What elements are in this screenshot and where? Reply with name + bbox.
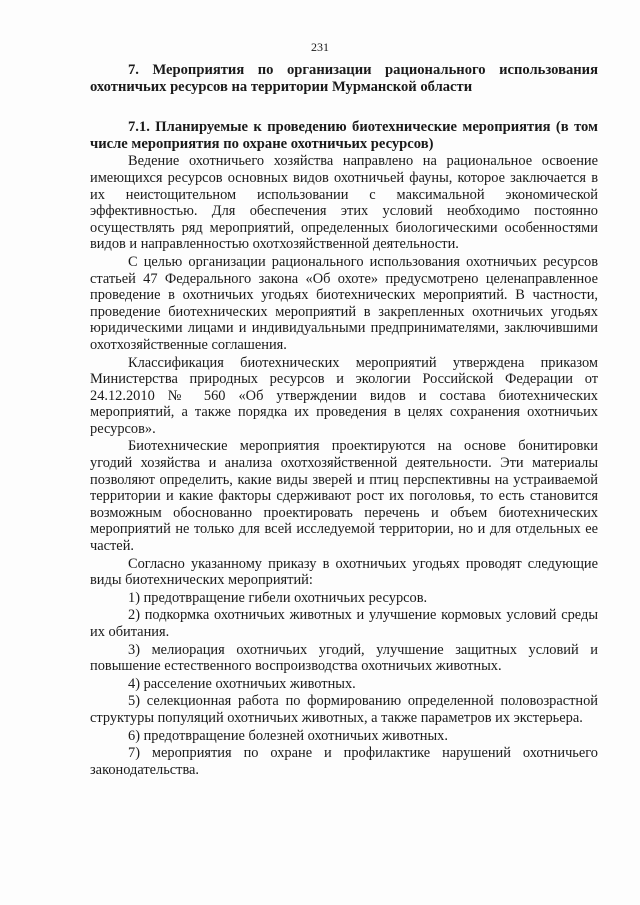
list-item: 4) расселение охотничьих животных. (128, 675, 356, 692)
list-item: 5) селекционная работа по формированию определенной половозрастной структуры популяций охотничьих животных, а также параметров их экстерьера. (90, 693, 598, 726)
document-body (90, 62, 598, 779)
list-item: 2) подкормка охотничьих животных и улучшение кормовых условий среды их обитания. (90, 607, 598, 640)
paragraph: С целью организации рационального использования охотничьих ресурсов статьей 47 Федерального закона «Об охоте» предусмотрено целенаправленное проведение в охотничьих угодьях биотехнических мероприятий. В частности, проведение биотехнических мероприятий в закрепленных охотничьих угодьях юридическими лицами и индивидуальными предпринимателями, заключившими охотхозяйственные соглашения. (90, 253, 598, 353)
paragraph: Ведение охотничьего хозяйства направлено на рациональное освоение имеющихся ресурсов основных видов охотничьей фауны, которое заключается в их неистощительном использовании с максимальной экономической эффективностью. Для обеспечения этих условий необходимо постоянно осуществлять ряд мероприятий, определенных биологическими особенностями видов и направленностью охотхозяйственной деятельности. (90, 153, 598, 253)
paragraph: Согласно указанному приказу в охотничьих угодьях проводят следующие виды биотехнических мероприятий: (90, 555, 598, 589)
list-item: 6) предотвращение болезней охотничьих животных. (128, 727, 448, 744)
paragraph: Биотехнические мероприятия проектируются на основе бонитировки угодий хозяйства и анализа охотхозяйственной деятельности. Эти материалы позволяют определить, какие виды зверей и птиц перспективны на устраиваемой территории и какие факторы сдерживают рост их поголовья, то есть становится возможным обоснованно проектировать перечень и объем биотехнических мероприятий не только для всей исследуемой территории, но и для отдельных ее частей. (90, 438, 598, 555)
subsection-title: 7.1. Планируемые к проведению биотехнические мероприятия (в том числе мероприятия по охране охотничьих ресурсов) (90, 119, 598, 152)
page-number: 231 (311, 40, 329, 54)
list-item: 7) мероприятия по охране и профилактике нарушений охотничьего законодательства. (90, 745, 598, 778)
section-title: 7. Мероприятия по организации рационального использования охотничьих ресурсов на территории Мурманской области (90, 62, 598, 95)
measures-list (90, 590, 598, 779)
list-item: 1) предотвращение гибели охотничьих ресурсов. (128, 589, 428, 606)
paragraph: Классификация биотехнических мероприятий утверждена приказом Министерства природных ресурсов и экологии Российской Федерации от 24.12.2010 № 560 «Об утверждении видов и состава биотехнических мероприятий, а также порядка их проведения в целях сохранения охотничьих ресурсов». (90, 354, 598, 437)
list-item: 3) мелиорация охотничьих угодий, улучшение защитных условий и повышение естественного воспроизводства охотничьих животных. (90, 641, 598, 675)
